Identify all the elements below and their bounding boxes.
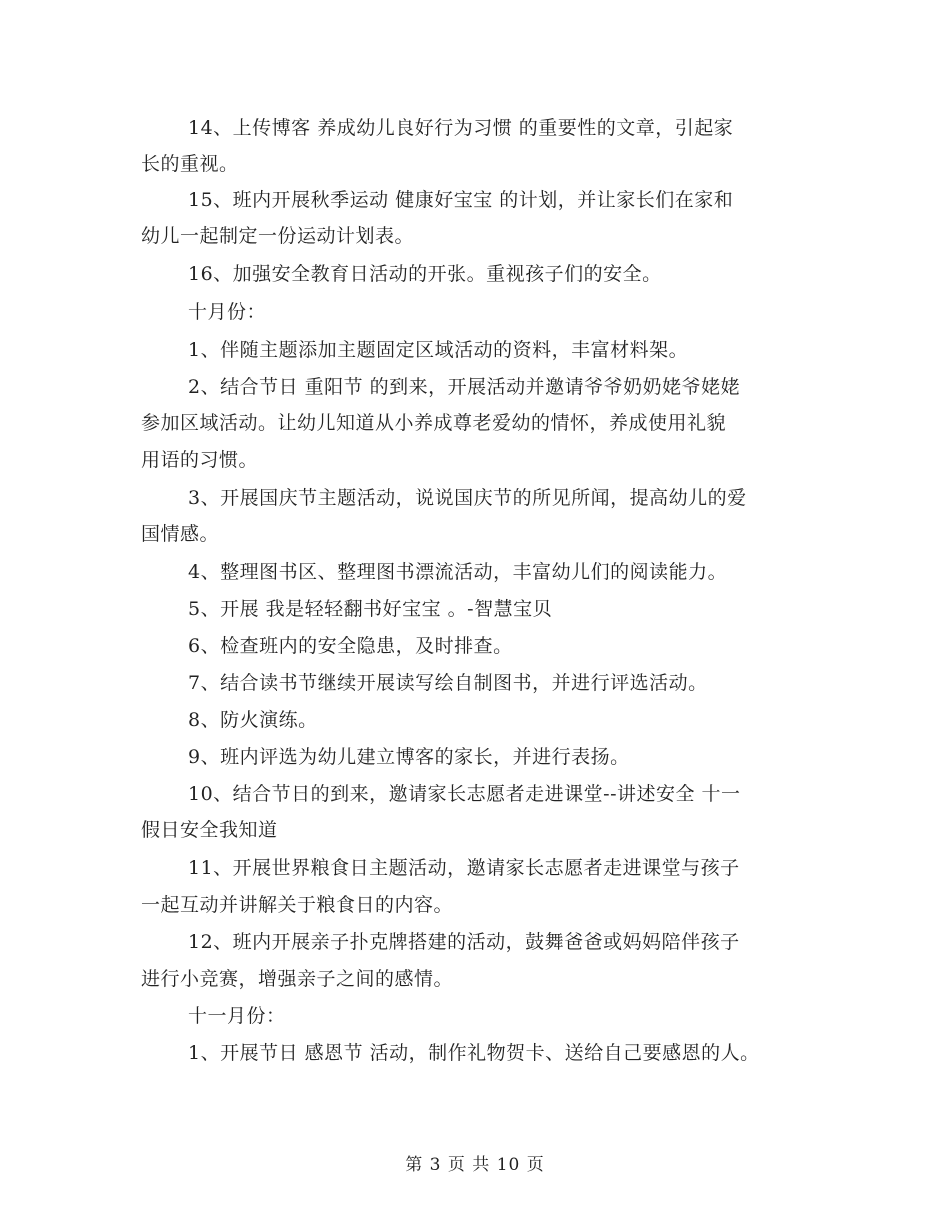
paragraph-line: 11、开展世界粮食日主题活动，邀请家长志愿者走进课堂与孩子 <box>188 857 740 879</box>
paragraph-line: 一起互动并讲解关于粮食日的内容。 <box>141 894 454 916</box>
paragraph-line: 5、开展 我是轻轻翻书好宝宝 。-智慧宝贝 <box>188 598 553 620</box>
paragraph-line: 4、整理图书区、整理图书漂流活动，丰富幼儿们的阅读能力。 <box>188 561 728 583</box>
paragraph-line: 长的重视。 <box>141 153 239 175</box>
paragraph-line: 6、检查班内的安全隐患，及时排查。 <box>188 635 513 657</box>
paragraph-line: 10、结合节日的到来，邀请家长志愿者走进课堂--讲述安全 十一 <box>188 783 741 805</box>
paragraph-line: 1、开展节日 感恩节 活动，制作礼物贺卡、送给自己要感恩的人。 <box>188 1042 760 1064</box>
page-number-footer: 第 3 页 共 10 页 <box>405 1155 545 1175</box>
paragraph-line: 假日安全我知道 <box>141 819 278 841</box>
paragraph-line: 国情感。 <box>141 523 220 545</box>
paragraph-line: 3、开展国庆节主题活动，说说国庆节的所见所闻，提高幼儿的爱 <box>188 487 747 509</box>
paragraph-line: 12、班内开展亲子扑克牌搭建的活动，鼓舞爸爸或妈妈陪伴孩子 <box>188 931 740 953</box>
paragraph-line: 8、防火演练。 <box>188 709 318 731</box>
paragraph-line: 1、伴随主题添加主题固定区域活动的资料，丰富材料架。 <box>188 339 689 361</box>
section-heading: 十月份： <box>188 301 267 323</box>
paragraph-line: 幼儿一起制定一份运动计划表。 <box>141 225 415 247</box>
paragraph-line: 用语的习惯。 <box>141 449 259 471</box>
paragraph-line: 9、班内评选为幼儿建立博客的家长，并进行表扬。 <box>188 746 630 768</box>
paragraph-line: 16、加强安全教育日活动的开张。重视孩子们的安全。 <box>188 263 662 285</box>
paragraph-line: 7、结合读书节继续开展读写绘自制图书，并进行评选活动。 <box>188 672 708 694</box>
paragraph-line: 进行小竞赛，增强亲子之间的感情。 <box>141 968 454 990</box>
paragraph-line: 14、上传博客 养成幼儿良好行为习惯 的重要性的文章，引起家 <box>188 117 734 139</box>
paragraph-line: 15、班内开展秋季运动 健康好宝宝 的计划，并让家长们在家和 <box>188 189 734 211</box>
paragraph-line: 2、结合节日 重阳节 的到来，开展活动并邀请爷爷奶奶姥爷姥姥 <box>188 376 741 398</box>
section-heading: 十一月份： <box>188 1005 286 1027</box>
paragraph-line: 参加区域活动。让幼儿知道从小养成尊老爱幼的情怀，养成使用礼貌 <box>141 412 727 434</box>
